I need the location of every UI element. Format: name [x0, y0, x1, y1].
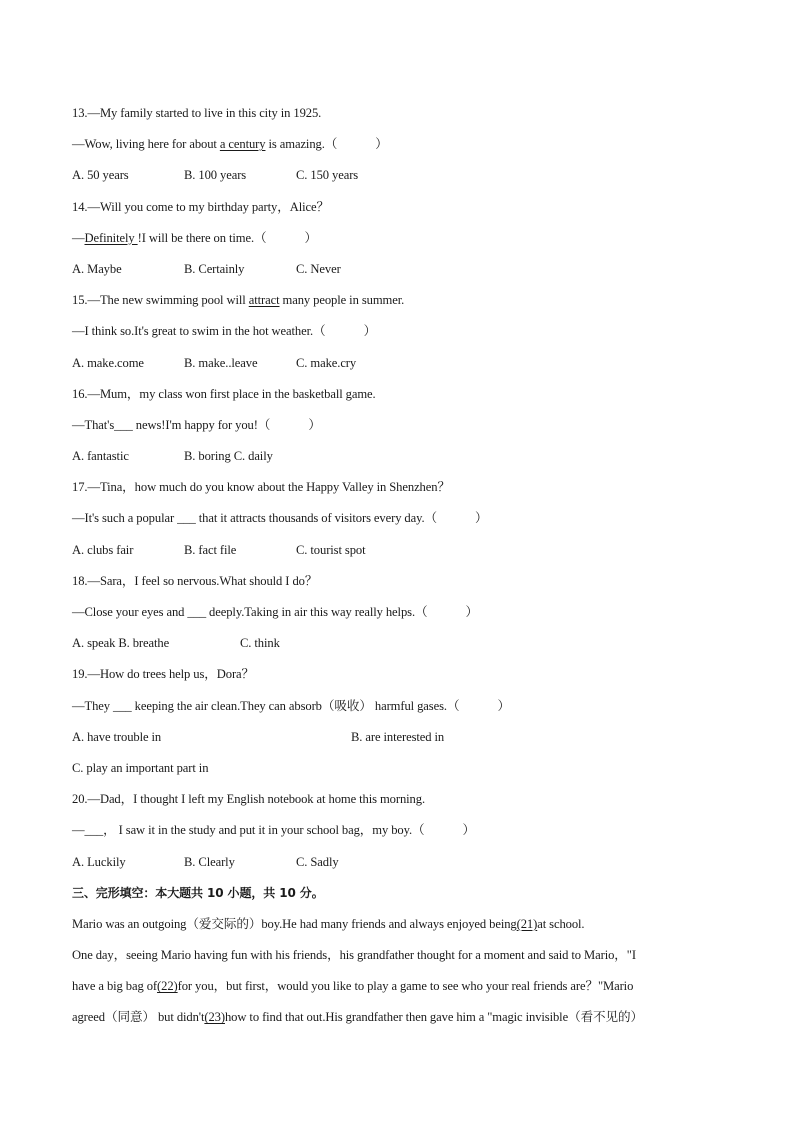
underlined-word: attract — [248, 293, 280, 308]
question-15-line-1 — [72, 291, 738, 322]
question-17-line-2 — [72, 509, 738, 540]
question-13-options — [72, 166, 738, 197]
paren-close: ） — [462, 823, 476, 838]
question-text: —Sara，I feel so nervous.What should I do？ — [87, 573, 318, 588]
option-c: C. play an important part in — [72, 760, 209, 775]
question-15-line-2 — [72, 322, 738, 353]
question-16-options — [72, 447, 738, 478]
option-b: B. make..leave — [184, 355, 258, 370]
question-20-line-2 — [72, 821, 738, 852]
passage-text: have a big bag of — [72, 979, 158, 994]
option-b: B. are interested in — [351, 729, 445, 744]
option-b: B. fact file — [184, 542, 237, 557]
option-a: A. have trouble in — [72, 729, 162, 744]
question-text: —My family started to live in this city in 1925. — [87, 106, 322, 120]
passage-text: at school. — [537, 916, 585, 931]
question-text: —Tina，how much do you know about the Happy Valley in Shenzhen？ — [87, 480, 450, 495]
question-18-options — [72, 634, 738, 665]
option-a: A. fantastic — [72, 449, 129, 464]
question-number: 20. — [72, 792, 88, 807]
question-20-line-1 — [72, 790, 738, 821]
option-b: B. 100 years — [184, 168, 247, 183]
question-14-line-2 — [72, 229, 738, 260]
option-c: C. think — [240, 636, 280, 651]
section-3-heading: 三、完形填空：本大题共 10 小题，共 10 分。 — [72, 885, 324, 900]
question-18-line-1 — [72, 572, 738, 603]
question-18-line-2 — [72, 603, 738, 634]
answer-text: —Close your eyes and ___ deeply.Taking in air this way really helps.（ — [72, 605, 428, 619]
paren-close: ） — [363, 324, 377, 339]
question-text: —Dad，I thought I left my English notebook at home this morning. — [87, 792, 425, 807]
question-19-line-2 — [72, 697, 738, 728]
blank-21: (21) — [516, 916, 538, 931]
question-13-line-2 — [72, 135, 738, 166]
option-a: A. Luckily — [72, 854, 126, 869]
answer-text: is amazing.（ — [265, 137, 338, 152]
option-a-b: A. speak B. breathe — [72, 636, 170, 651]
question-17-line-1 — [72, 478, 738, 509]
cloze-line-4 — [72, 1008, 738, 1039]
passage-text: Mario was an outgoing（爱交际的）boy.He had many friends and always enjoyed being — [72, 916, 517, 931]
question-number: 19. — [72, 667, 88, 682]
question-number: 15. — [72, 293, 88, 308]
paren-close: ） — [308, 417, 321, 432]
underlined-word: a century — [219, 137, 266, 152]
question-15-options — [72, 354, 738, 385]
option-b: B. Clearly — [184, 854, 235, 869]
option-b-c: B. boring C. daily — [184, 449, 273, 464]
question-number: 14. — [72, 199, 88, 214]
answer-text: —Wow, living here for about — [72, 137, 220, 152]
question-number: 17. — [72, 480, 88, 495]
option-a: A. make.come — [72, 355, 144, 370]
question-20-options — [72, 853, 738, 884]
option-a: A. Maybe — [72, 261, 122, 276]
question-text: —The new swimming pool will — [87, 293, 249, 308]
question-14-options — [72, 260, 738, 291]
question-13-line-1 — [72, 104, 738, 135]
option-a: A. clubs fair — [72, 542, 134, 557]
option-c: C. make.cry — [296, 355, 357, 370]
paren-close: ） — [375, 137, 388, 152]
question-19-options-row-2 — [72, 759, 738, 790]
cloze-line-2 — [72, 946, 738, 977]
cloze-line-3 — [72, 977, 738, 1008]
passage-text: how to find that out.His grandfather then gave him a "magic invisible（看不见的） — [224, 1010, 644, 1025]
question-number: 13. — [72, 106, 88, 120]
answer-text: — — [72, 230, 85, 245]
question-16-line-1 — [72, 385, 738, 416]
option-b: B. Certainly — [184, 261, 245, 276]
blank-23: (23) — [204, 1010, 225, 1025]
paren-close: ） — [465, 605, 478, 619]
answer-text: —It's such a popular ___ that it attracts thousands of visitors every day.（ — [72, 511, 438, 526]
question-19-options-row-1 — [72, 728, 738, 759]
question-17-options — [72, 541, 738, 572]
question-14-line-1 — [72, 198, 738, 229]
answer-text: !I will be there on time.（ — [137, 230, 267, 245]
answer-text: —They ___ keeping the air clean.They can absorb（吸收） harmful gases.（ — [72, 698, 460, 713]
paren-close: ） — [304, 230, 318, 245]
cloze-line-1 — [72, 915, 738, 946]
question-number: 16. — [72, 386, 88, 401]
question-text: many people in summer. — [279, 293, 405, 308]
option-a: A. 50 years — [72, 168, 129, 183]
option-c: C. 150 years — [296, 168, 359, 183]
passage-text: for you，but first，would you like to play a game to see who your real friends are？"Mario — [177, 979, 634, 994]
option-c: C. Sadly — [296, 854, 339, 869]
answer-text: —That's___ news!I'm happy for you!（ — [72, 417, 271, 432]
question-19-line-1 — [72, 665, 738, 696]
answer-text: —I think so.It's great to swim in the hot weather.（ — [72, 324, 326, 339]
passage-text: agreed（同意） but didn't — [72, 1010, 205, 1025]
underlined-word: Definitely — [84, 230, 138, 245]
passage-text: One day，seeing Mario having fun with his friends，his grandfather thought for a moment and said to Mario，"I — [72, 948, 636, 963]
question-text: —Mum，my class won first place in the basketball game. — [87, 386, 376, 401]
question-16-line-2 — [72, 416, 738, 447]
paren-close: ） — [497, 698, 510, 713]
option-c: C. Never — [296, 261, 341, 276]
answer-text: —___， I saw it in the study and put it in your school bag，my boy.（ — [72, 823, 425, 838]
question-text: —Will you come to my birthday party，Alice？ — [87, 199, 329, 214]
question-number: 18. — [72, 573, 88, 588]
paren-close: ） — [475, 511, 488, 526]
question-text: —How do trees help us，Dora？ — [87, 667, 255, 682]
blank-22: (22) — [157, 979, 178, 994]
option-c: C. tourist spot — [296, 542, 366, 557]
